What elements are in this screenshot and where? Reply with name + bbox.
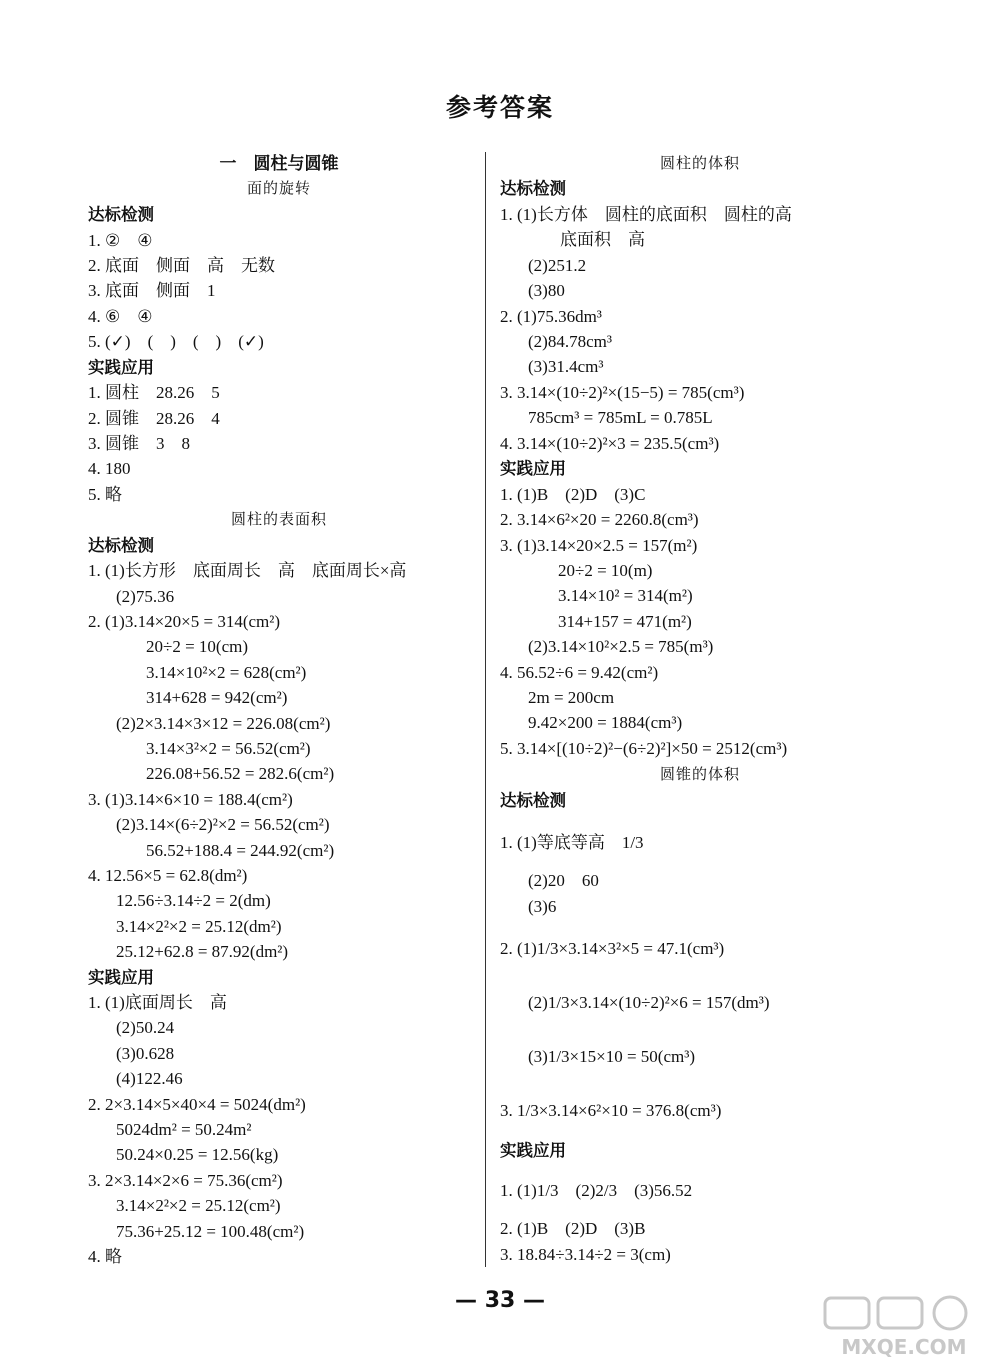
answer-line: 3. 18.84÷3.14÷2 = 3(cm) bbox=[500, 1245, 671, 1264]
answer-line: 5. 略 bbox=[88, 485, 122, 504]
answer-line: 1. (1)等底等高 1/3 bbox=[500, 833, 644, 852]
page-number: — 33 — bbox=[455, 1288, 545, 1313]
answer-line: 314+157 = 471(m²) bbox=[558, 612, 692, 631]
answer-line: (2)251.2 bbox=[528, 256, 587, 275]
answer-line: 9.42×200 = 1884(cm³) bbox=[528, 713, 683, 732]
answer-line: 2. 圆锥 28.26 4 bbox=[88, 409, 220, 428]
answer-line: 1. (1)长方体 圆柱的底面积 圆柱的高 bbox=[500, 205, 792, 224]
answer-line: 1. ② ④ bbox=[88, 231, 153, 250]
answer-line: 4. 180 bbox=[88, 459, 131, 478]
answer-line: (3)6 bbox=[528, 897, 557, 916]
answer-line: 3. (1)3.14×20×2.5 = 157(m²) bbox=[500, 536, 698, 555]
answer-line: 2. (1)3.14×20×5 = 314(cm²) bbox=[88, 612, 281, 631]
answer-line: (4)122.46 bbox=[116, 1069, 183, 1088]
answer-line: 785cm³ = 785mL = 0.785L bbox=[528, 408, 713, 427]
answer-line: 75.36+25.12 = 100.48(cm²) bbox=[116, 1222, 305, 1241]
answer-line: 2. 底面 侧面 高 无数 bbox=[88, 256, 275, 275]
watermark-logo bbox=[820, 1292, 990, 1362]
answer-line: (3)1/3×15×10 = 50(cm³) bbox=[528, 1047, 695, 1066]
answer-line: 20÷2 = 10(m) bbox=[558, 561, 653, 580]
chapter-heading: 一 圆柱与圆锥 bbox=[219, 154, 339, 174]
answer-line: 1. (1)1/3 (2)2/3 (3)56.52 bbox=[500, 1181, 693, 1200]
answer-line: (3)31.4cm³ bbox=[528, 357, 604, 376]
answer-line: 56.52+188.4 = 244.92(cm²) bbox=[146, 841, 335, 860]
column-divider bbox=[485, 152, 486, 1267]
subheading-face-rotation: 面的旋转 bbox=[246, 181, 311, 197]
answer-line: 314+628 = 942(cm²) bbox=[146, 688, 288, 707]
answer-line: 1. 圆柱 28.26 5 bbox=[88, 383, 220, 402]
answer-line: (2)3.14×(6÷2)²×2 = 56.52(cm²) bbox=[116, 815, 330, 834]
section-heading: 实践应用 bbox=[500, 1141, 566, 1160]
answer-line: 3.14×10²×2 = 628(cm²) bbox=[146, 663, 307, 682]
subheading-cone-volume: 圆锥的体积 bbox=[659, 767, 740, 783]
answer-line: 4. ⑥ ④ bbox=[88, 307, 153, 326]
answer-line: 5. 3.14×[(10÷2)²−(6÷2)²]×50 = 2512(cm³) bbox=[500, 739, 788, 758]
answer-line: 12.56÷3.14÷2 = 2(dm) bbox=[116, 891, 271, 910]
section-heading: 实践应用 bbox=[500, 459, 566, 478]
section-heading: 达标检测 bbox=[500, 179, 566, 198]
answer-line: 3.14×2²×2 = 25.12(cm²) bbox=[116, 1196, 281, 1215]
answer-line: 2m = 200cm bbox=[528, 688, 615, 707]
answer-line: 3.14×3²×2 = 56.52(cm²) bbox=[146, 739, 311, 758]
answer-line: 20÷2 = 10(cm) bbox=[146, 637, 249, 656]
answer-line: 4. 56.52÷6 = 9.42(cm²) bbox=[500, 663, 659, 682]
answer-line: 5. (✓) ( ) ( ) (✓) bbox=[88, 332, 264, 351]
answer-line: (3)80 bbox=[528, 281, 565, 300]
answer-line: 3.14×2²×2 = 25.12(dm²) bbox=[116, 917, 282, 936]
answer-line: 4. 略 bbox=[88, 1247, 122, 1266]
answer-line: 2. (1)1/3×3.14×3²×5 = 47.1(cm³) bbox=[500, 939, 725, 958]
answer-line: 3. 2×3.14×2×6 = 75.36(cm²) bbox=[88, 1171, 283, 1190]
section-heading: 达标检测 bbox=[88, 205, 154, 224]
answer-line: 4. 3.14×(10÷2)²×3 = 235.5(cm³) bbox=[500, 434, 720, 453]
answer-line: (3)0.628 bbox=[116, 1044, 175, 1063]
answer-line: 226.08+56.52 = 282.6(cm²) bbox=[146, 764, 335, 783]
answer-line: 2. 2×3.14×5×40×4 = 5024(dm²) bbox=[88, 1095, 306, 1114]
answer-line: 3. 底面 侧面 1 bbox=[88, 281, 216, 300]
answer-line: (2)84.78cm³ bbox=[528, 332, 612, 351]
answer-line: 3. 3.14×(10÷2)²×(15−5) = 785(cm³) bbox=[500, 383, 745, 402]
answer-line: 2. (1)75.36dm³ bbox=[500, 307, 602, 326]
subheading-cylinder-surface: 圆柱的表面积 bbox=[230, 512, 327, 528]
answer-line: 4. 12.56×5 = 62.8(dm²) bbox=[88, 866, 248, 885]
answer-line: 3.14×10² = 314(m²) bbox=[558, 586, 693, 605]
answer-line: (2)50.24 bbox=[116, 1018, 175, 1037]
answer-line: (2)3.14×10²×2.5 = 785(m³) bbox=[528, 637, 714, 656]
answer-line: (2)75.36 bbox=[116, 587, 175, 606]
answer-line: 底面积 高 bbox=[560, 230, 645, 249]
answer-line: 3. 圆锥 3 8 bbox=[88, 434, 190, 453]
answer-line: (2)2×3.14×3×12 = 226.08(cm²) bbox=[116, 714, 331, 733]
answer-line: (2)20 60 bbox=[528, 871, 599, 890]
answer-line: 50.24×0.25 = 12.56(kg) bbox=[116, 1145, 279, 1164]
answer-line: 3. 1/3×3.14×6²×10 = 376.8(cm³) bbox=[500, 1101, 722, 1120]
answer-line: 3. (1)3.14×6×10 = 188.4(cm²) bbox=[88, 790, 293, 809]
answer-line: 1. (1)B (2)D (3)C bbox=[500, 485, 646, 504]
answer-line: 2. (1)B (2)D (3)B bbox=[500, 1219, 646, 1238]
answer-line: 5024dm² = 50.24m² bbox=[116, 1120, 252, 1139]
answer-line: 1. (1)底面周长 高 bbox=[88, 993, 227, 1012]
answer-line: (2)1/3×3.14×(10÷2)²×6 = 157(dm³) bbox=[528, 993, 770, 1012]
answer-line: 1. (1)长方形 底面周长 高 底面周长×高 bbox=[88, 561, 407, 580]
answer-line: 2. 3.14×6²×20 = 2260.8(cm³) bbox=[500, 510, 699, 529]
section-heading: 达标检测 bbox=[500, 791, 566, 810]
answer-line: 25.12+62.8 = 87.92(dm²) bbox=[116, 942, 289, 961]
section-heading: 实践应用 bbox=[88, 358, 154, 377]
section-heading: 实践应用 bbox=[88, 968, 154, 987]
subheading-cylinder-volume: 圆柱的体积 bbox=[659, 156, 740, 172]
section-heading: 达标检测 bbox=[88, 536, 154, 555]
page-title: 参考答案 bbox=[445, 93, 554, 122]
svg-text:MXQE.COM: MXQE.COM bbox=[841, 1335, 967, 1359]
